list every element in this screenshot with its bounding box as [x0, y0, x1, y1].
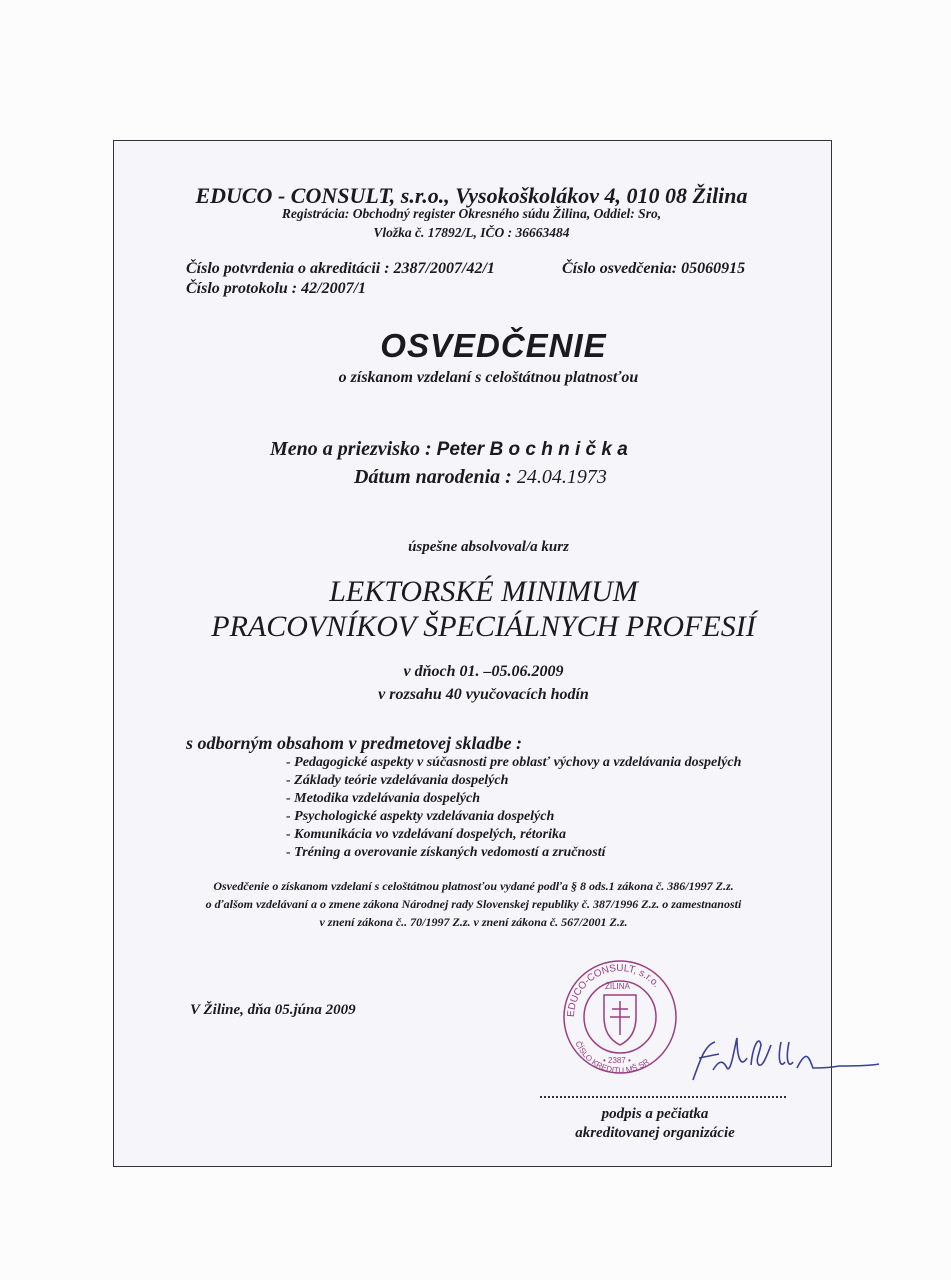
course-dates: v dňoch 01. –05.06.2009	[403, 663, 564, 680]
list-item: - Pedagogické aspekty v súčasnosti pre oblasť výchovy a vzdelávania dospelých	[286, 755, 742, 770]
list-item: - Tréning a overovanie získaných vedomostí a zručností	[286, 845, 606, 860]
document-title: OSVEDČENIE	[380, 327, 607, 364]
document-subtitle: o získanom vzdelaní s celoštátnou platnosťou	[338, 369, 639, 386]
accreditation-number: Číslo potvrdenia o akreditácii : 2387/2007/42/1	[186, 260, 495, 277]
legal-text-1: Osvedčenie o získanom vzdelaní s celoštátnou platnosťou vydané podľa § 8 ods.1 zákona č. 386/1997 Z.z.	[213, 879, 734, 893]
course-title-2: PRACOVNÍKOV ŠPECIÁLNYCH PROFESIÍ	[211, 610, 756, 643]
signature-line	[540, 1096, 786, 1098]
svg-text:ŽILINA: ŽILINA	[605, 982, 630, 991]
place-date: V Žiline, dňa 05.júna 2009	[190, 1002, 356, 1018]
person-name: Peter B o c h n i č k a	[436, 439, 628, 460]
official-stamp	[560, 955, 680, 1080]
signature-label-2: akreditovanej organizácie	[575, 1125, 735, 1141]
name-label: Meno a priezvisko :	[270, 438, 432, 460]
dob-row	[354, 466, 607, 489]
svg-text:EDUCO-CONSULT, s.r.o.: EDUCO-CONSULT, s.r.o.	[565, 963, 662, 1018]
course-title-1: LEKTORSKÉ MINIMUM	[329, 575, 638, 608]
dob-label: Dátum narodenia :	[354, 466, 512, 488]
protocol-number: Číslo protokolu : 42/2007/1	[186, 280, 367, 297]
certificate-number: Číslo osvedčenia: 05060915	[562, 260, 746, 277]
registration-line-2: Vložka č. 17892/L, IČO : 36663484	[373, 225, 570, 240]
svg-text:• 2387 •: • 2387 •	[603, 1056, 631, 1065]
content-heading: s odborným obsahom v predmetovej skladbe :	[186, 733, 522, 753]
name-row	[270, 438, 628, 461]
dob-value: 24.04.1973	[516, 466, 607, 488]
company-header: EDUCO - CONSULT, s.r.o., Vysokoškolákov 4, 010 08 Žilina	[195, 183, 748, 208]
list-item: - Psychologické aspekty vzdelávania dospelých	[286, 809, 555, 824]
signature-label-1: podpis a pečiatka	[601, 1106, 709, 1122]
course-hours: v rozsahu 40 vyučovacích hodín	[378, 686, 589, 703]
registration-line: Registrácia: Obchodný register Okresného súdu Žilina, Oddiel: Sro,	[281, 206, 662, 221]
legal-text-3: v znení zákona č.. 70/1997 Z.z. v znení zákona č. 567/2001 Z.z.	[319, 915, 628, 929]
list-item: - Metodika vzdelávania dospelých	[286, 791, 481, 806]
completed-text: úspešne absolvoval/a kurz	[408, 539, 569, 555]
legal-text-2: o ďalšom vzdelávaní a o zmene zákona Národnej rady Slovenskej republiky č. 387/1996 Z.z. o zamestnanosti	[205, 897, 742, 911]
signature	[685, 1030, 885, 1100]
svg-text:ČÍSLO KREDITU MŠ SR: ČÍSLO KREDITU MŠ SR	[573, 1039, 651, 1076]
list-item: - Základy teórie vzdelávania dospelých	[286, 773, 509, 788]
list-item: - Komunikácia vo vzdelávaní dospelých, rétorika	[286, 827, 566, 842]
